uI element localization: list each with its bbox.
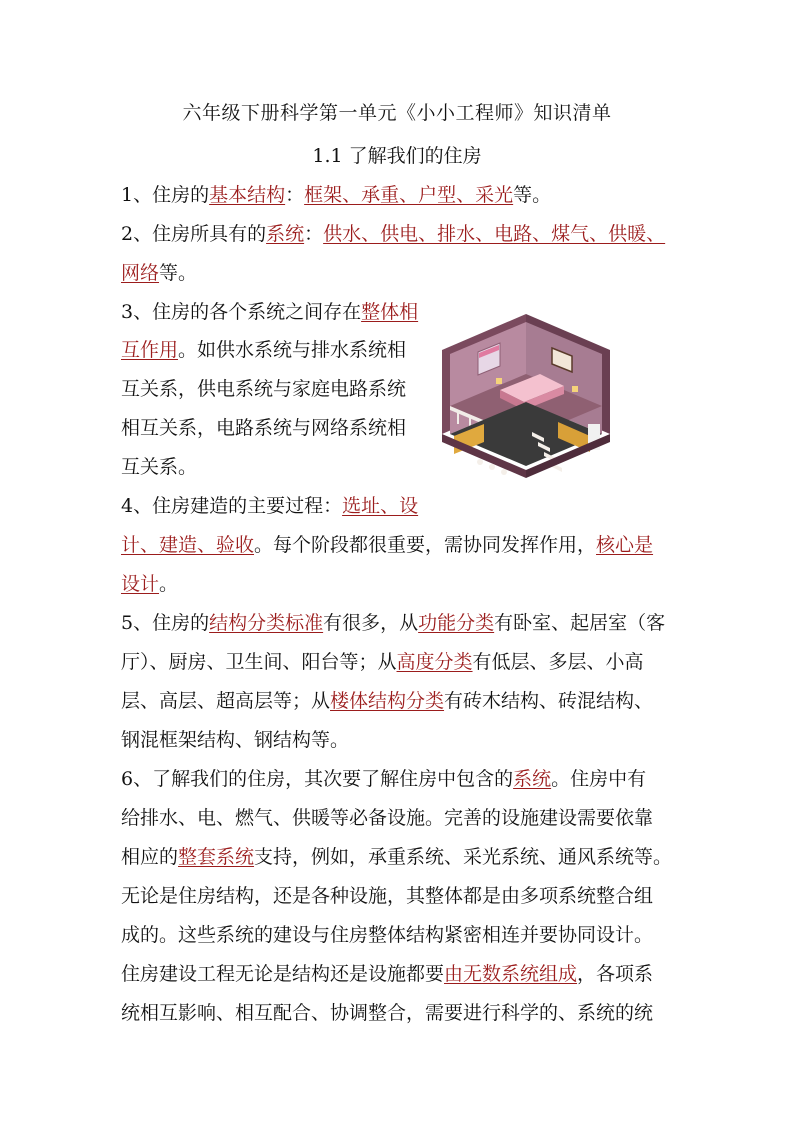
text-line xyxy=(121,959,653,986)
text-segment: 互关系，供电系统与家庭电路系统 xyxy=(121,378,407,400)
text-line xyxy=(121,530,653,557)
text-segment: 相应的 xyxy=(121,846,179,868)
text-segment: 。住房中有 xyxy=(551,768,647,790)
highlighted-term: 供水、供电、排水、电路、煤气、供暖、 xyxy=(323,223,666,245)
text-segment: 等。 xyxy=(513,184,552,206)
text-segment: ，各项系 xyxy=(577,963,654,985)
text-line xyxy=(121,608,665,635)
text-line xyxy=(121,920,653,947)
text-line xyxy=(121,258,197,285)
text-segment: 4、住房建造的主要过程： xyxy=(121,495,343,517)
text-segment: 厅）、厨房、卫生间、阳台等；从 xyxy=(121,651,397,673)
highlighted-term: 核心是 xyxy=(596,534,654,556)
text-line xyxy=(121,881,653,908)
text-segment: 有卧室、起居室（客 xyxy=(494,612,666,634)
text-segment: 3、住房的各个系统之间存在 xyxy=(121,301,362,323)
highlighted-term: 设计 xyxy=(121,573,160,595)
highlighted-term: 高度分类 xyxy=(396,651,473,673)
highlighted-term: 楼体结构分类 xyxy=(330,690,445,712)
text-segment: 钢混框架结构、钢结构等。 xyxy=(121,729,350,751)
text-segment: 统相互影响、相互配合、协调整合，需要进行科学的、系统的统 xyxy=(121,1002,654,1024)
highlighted-term: 网络 xyxy=(121,262,160,284)
text-line xyxy=(121,569,178,596)
text-line xyxy=(121,335,406,362)
text-line xyxy=(121,647,644,674)
text-segment: 6、了解我们的住房，其次要了解住房中包含的 xyxy=(121,768,514,790)
text-line xyxy=(121,725,349,752)
highlighted-term: 功能分类 xyxy=(418,612,495,634)
text-segment: 互关系。 xyxy=(121,456,198,478)
text-segment: 。如供水系统与排水系统相 xyxy=(178,339,407,361)
text-segment: 住房建设工程无论是结构还是设施都要 xyxy=(121,963,445,985)
text-segment: ： xyxy=(304,223,324,245)
text-line xyxy=(121,219,665,246)
text-segment: 有很多，从 xyxy=(323,612,419,634)
highlighted-term: 由无数系统组成 xyxy=(444,963,578,985)
text-segment: 有低层、多层、小高 xyxy=(472,651,644,673)
text-line xyxy=(121,452,197,479)
text-segment: 相互关系，电路系统与网络系统相 xyxy=(121,417,407,439)
highlighted-term: 系统 xyxy=(266,223,305,245)
text-segment: 有砖木结构、砖混结构、 xyxy=(444,690,654,712)
text-segment: 等。 xyxy=(159,262,198,284)
text-line xyxy=(121,764,646,791)
highlighted-term: 整套系统 xyxy=(178,846,255,868)
text-segment: 给排水、电、燃气、供暖等必备设施。完善的设施建设需要依靠 xyxy=(121,807,654,829)
text-line xyxy=(121,180,551,207)
section-heading: 1.1 了解我们的住房 xyxy=(312,145,482,167)
text-segment: 。 xyxy=(159,573,179,595)
text-line xyxy=(121,374,406,401)
highlighted-term: 框架、承重、户型、采光 xyxy=(304,184,514,206)
document-title: 六年级下册科学第一单元《小小工程师》知识清单 xyxy=(182,102,612,124)
text-line xyxy=(121,842,672,869)
highlighted-term: 整体相 xyxy=(361,301,419,323)
text-segment: 5、住房的 xyxy=(121,612,210,634)
highlighted-term: 选址、设 xyxy=(342,495,419,517)
text-segment: 无论是住房结构，还是各种设施，其整体都是由多项系统整合组 xyxy=(121,885,654,907)
text-segment: 成的。这些系统的建设与住房整体结构紧密相连并要协同设计。 xyxy=(121,924,654,946)
highlighted-term: 结构分类标准 xyxy=(209,612,324,634)
text-segment: 。每个阶段都很重要，需协同发挥作用， xyxy=(254,534,597,556)
highlighted-term: 基本结构 xyxy=(209,184,286,206)
text-line xyxy=(121,297,418,324)
highlighted-term: 互作用 xyxy=(121,339,179,361)
house-illustration xyxy=(440,312,612,490)
text-line xyxy=(121,803,653,830)
text-line xyxy=(121,686,653,713)
text-line xyxy=(121,998,653,1025)
text-line xyxy=(121,491,418,518)
highlighted-term: 系统 xyxy=(513,768,552,790)
highlighted-term: 计、建造、验收 xyxy=(121,534,255,556)
text-segment: ： xyxy=(285,184,305,206)
text-segment: 2、住房所具有的 xyxy=(121,223,267,245)
text-segment: 支持，例如，承重系统、采光系统、通风系统等。 xyxy=(254,846,673,868)
text-segment: 1、住房的 xyxy=(121,184,210,206)
text-segment: 层、高层、超高层等；从 xyxy=(121,690,331,712)
text-line xyxy=(121,413,406,440)
